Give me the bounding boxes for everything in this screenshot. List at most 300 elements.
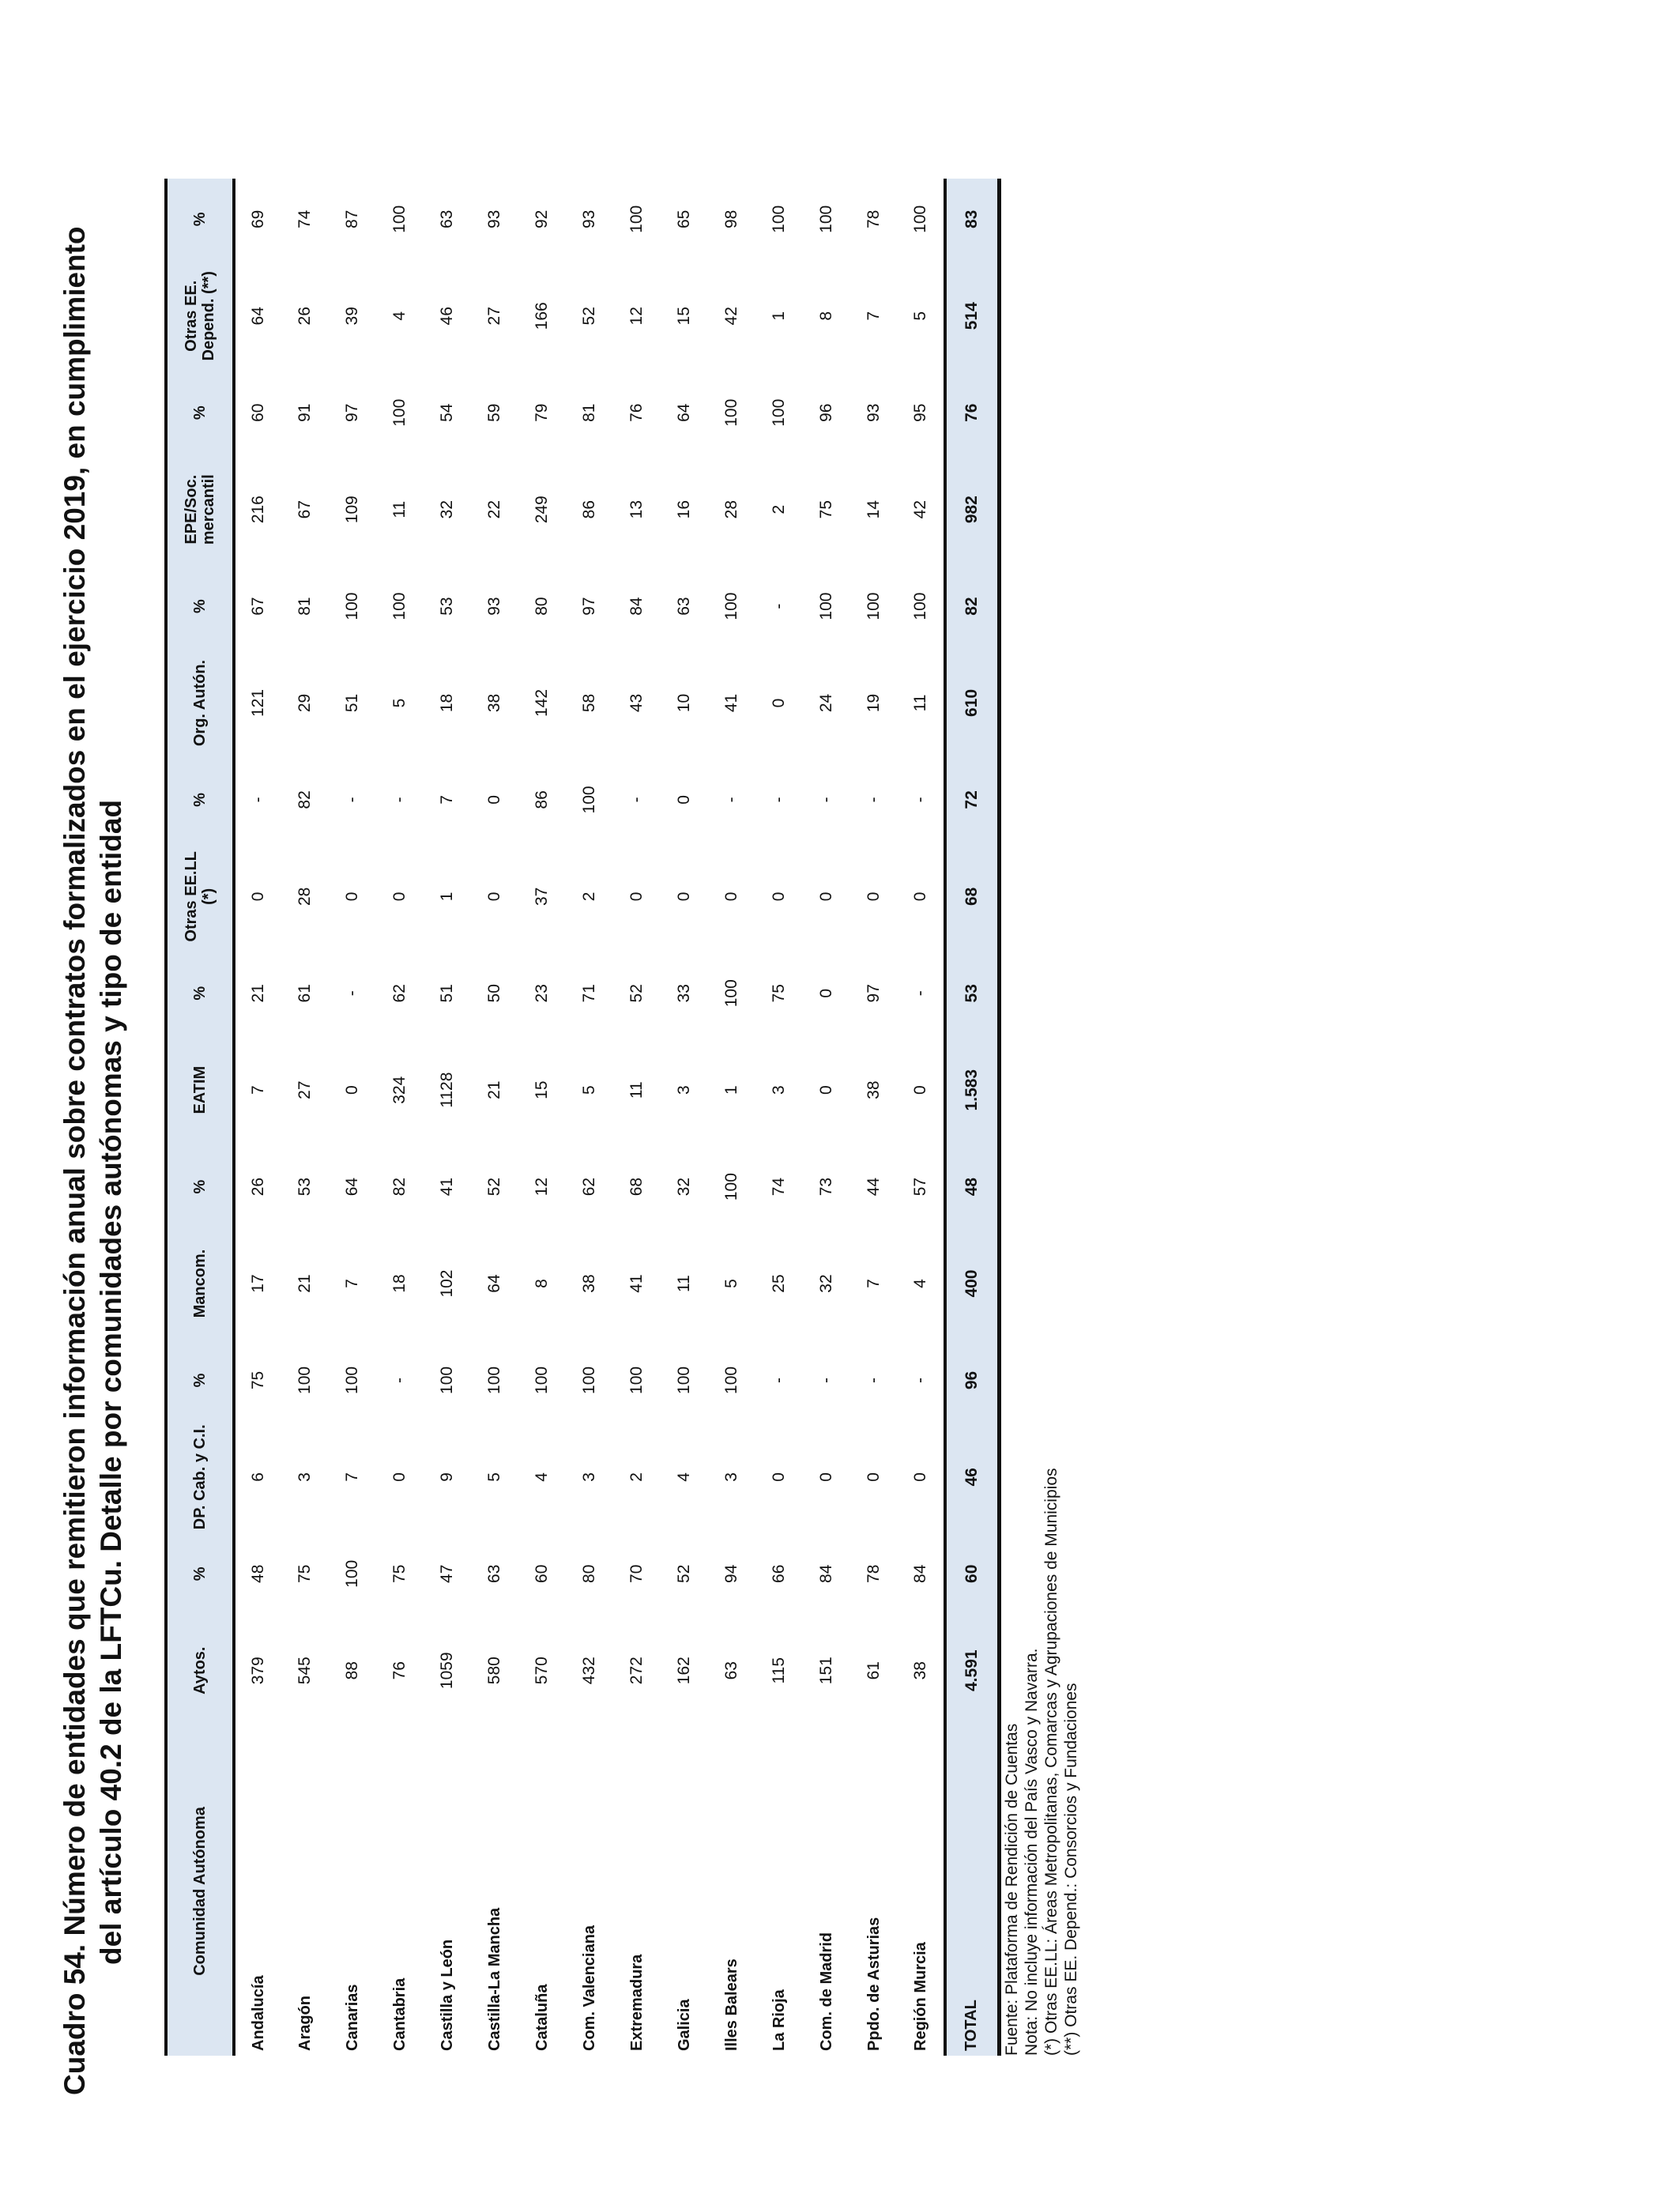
table-row (234, 179, 281, 2056)
table-cell: 1 (438, 892, 456, 902)
table-cell: 15 (675, 307, 693, 326)
total-row (945, 179, 999, 2056)
row-label: Andalucía (249, 1975, 267, 2051)
table-cell: 84 (627, 597, 646, 616)
table-cell: 100 (438, 1366, 456, 1394)
total-cell: 53 (945, 953, 999, 1035)
table-cell: 38 (580, 1274, 598, 1293)
table-cell: 0 (627, 892, 646, 902)
table-cell: 29 (296, 693, 314, 713)
table-row (803, 179, 850, 2056)
table-cell: 100 (675, 1366, 693, 1394)
table-cell: 52 (675, 1564, 693, 1583)
table-cell: - (343, 990, 361, 997)
row-label: Región Murcia (911, 1942, 929, 2051)
table-cell: 3 (675, 1085, 693, 1095)
table-cell: 41 (722, 693, 740, 713)
table-cell: 11 (627, 1081, 646, 1099)
table-cell: 0 (817, 988, 835, 998)
table-cell: 2 (627, 1472, 646, 1482)
table-row (661, 179, 708, 2056)
table-cell: 93 (485, 597, 503, 616)
total-cell: 48 (945, 1146, 999, 1227)
table-cell: 0 (911, 1472, 929, 1482)
total-cell: 83 (945, 179, 999, 260)
table-cell: 100 (533, 1366, 551, 1394)
column-header: % (166, 1533, 234, 1615)
table-cell: 100 (911, 205, 929, 233)
table-cell: 7 (438, 795, 456, 805)
table-cell: 580 (485, 1657, 503, 1685)
table-cell: - (627, 797, 646, 803)
table-title (57, 227, 130, 2096)
total-cell: 400 (945, 1227, 999, 1340)
table-cell: 94 (722, 1564, 740, 1583)
table-cell: 69 (249, 209, 267, 228)
total-cell: 82 (945, 566, 999, 647)
table-cell: 41 (627, 1274, 646, 1293)
table-cell: 66 (770, 1564, 788, 1583)
table-cell: 100 (390, 592, 409, 620)
table-cell: - (249, 797, 267, 803)
table-cell: - (864, 1377, 883, 1383)
table-footer (945, 179, 999, 2056)
table-cell: 1 (722, 1085, 740, 1095)
table-cell: 2 (580, 892, 598, 902)
table-cell: 84 (911, 1564, 929, 1583)
table-cell: 100 (722, 1173, 740, 1201)
table-cell: 115 (770, 1657, 788, 1684)
table-cell: 80 (580, 1564, 598, 1583)
table-cell: 0 (770, 698, 788, 708)
table-cell: - (390, 797, 409, 803)
table-cell: 74 (770, 1177, 788, 1197)
table-cell: 0 (817, 892, 835, 902)
table-cell: 249 (533, 496, 551, 524)
note-source: Fuente: Plataforma de Rendición de Cuentas (1003, 1723, 1021, 2056)
table-cell: 52 (580, 307, 598, 326)
table-cell: 570 (533, 1657, 551, 1685)
row-label: Extremadura (627, 1954, 646, 2051)
column-header: EPE/Soc. mercantil (166, 453, 234, 565)
table-cell: 545 (296, 1657, 314, 1685)
table-cell: 4 (675, 1472, 693, 1482)
table-cell: 60 (533, 1564, 551, 1583)
column-header: Org. Autón. (166, 647, 234, 759)
column-header: Mancom. (166, 1227, 234, 1340)
table-cell: 3 (296, 1472, 314, 1482)
total-cell: 76 (945, 372, 999, 454)
table-cell: 98 (722, 209, 740, 228)
table-notes (1002, 1468, 1081, 2056)
table-cell: 100 (722, 1366, 740, 1394)
table-cell: 27 (296, 1080, 314, 1099)
table-cell: 93 (580, 209, 598, 228)
table-cell: 47 (438, 1564, 456, 1583)
table-cell: 74 (296, 209, 314, 228)
table-cell: 15 (533, 1080, 551, 1099)
table-cell: 109 (343, 496, 361, 524)
column-header: % (166, 179, 234, 260)
title-line-1: Cuadro 54. Número de entidades que remitieron información anual sobre contratos formalizados en el ejercicio 2019, en cumplimiento (58, 226, 91, 2095)
entities-table-container (164, 179, 1001, 2056)
table-cell: 100 (911, 592, 929, 620)
table-cell: 0 (770, 892, 788, 902)
table-cell: 166 (533, 302, 551, 330)
note-otras-ee-depend: (**) Otras EE. Depend.: Consorcios y Fundaciones (1062, 1683, 1080, 2056)
table-cell: 16 (675, 499, 693, 519)
table-cell: 65 (675, 209, 693, 228)
table-cell: 0 (864, 892, 883, 902)
table-cell: 61 (864, 1661, 883, 1680)
table-cell: 11 (390, 500, 409, 518)
table-cell: 19 (864, 693, 883, 713)
table-cell: 93 (864, 403, 883, 422)
column-header: DP. Cab. y C.I. (166, 1421, 234, 1533)
table-cell: 5 (722, 1279, 740, 1288)
table-cell: 121 (249, 688, 267, 718)
table-cell: 63 (675, 597, 693, 616)
table-cell: 71 (580, 984, 598, 1003)
table-row (708, 179, 755, 2056)
row-label: La Rioja (770, 1989, 788, 2051)
table-cell: 78 (864, 209, 883, 228)
table-cell: 86 (580, 499, 598, 519)
table-cell: 162 (675, 1657, 693, 1685)
table-cell: 60 (249, 403, 267, 422)
table-cell: 96 (817, 403, 835, 422)
table-cell: 100 (343, 1366, 361, 1394)
table-cell: 100 (485, 1366, 503, 1394)
table-cell: 12 (533, 1177, 551, 1197)
table-cell: 5 (390, 698, 409, 708)
table-cell: 100 (627, 1366, 646, 1394)
table-cell: 33 (675, 984, 693, 1003)
table-cell: 0 (770, 1472, 788, 1482)
table-cell: 0 (343, 892, 361, 902)
table-cell: 32 (675, 1177, 693, 1197)
table-cell: 432 (580, 1657, 598, 1685)
table-cell: 18 (390, 1274, 409, 1293)
table-cell: 75 (296, 1564, 314, 1583)
table-cell: 63 (485, 1564, 503, 1583)
table-cell: 0 (817, 1472, 835, 1482)
row-label: Castilla y León (438, 1939, 456, 2051)
table-cell: 97 (580, 597, 598, 616)
table-cell: - (817, 1377, 835, 1383)
table-cell: 41 (438, 1177, 456, 1197)
table-row (471, 179, 518, 2056)
table-cell: 0 (864, 1472, 883, 1482)
table-cell: 75 (817, 499, 835, 519)
table-cell: 91 (296, 403, 314, 422)
table-cell: 76 (390, 1661, 409, 1680)
table-cell: 18 (438, 693, 456, 713)
table-cell: 76 (627, 403, 646, 422)
table-cell: 86 (533, 790, 551, 809)
table-cell: 100 (817, 205, 835, 233)
table-cell: 0 (675, 892, 693, 902)
table-cell: 25 (770, 1274, 788, 1293)
note-exclusion: Nota: No incluye información del País Vasco y Navarra. (1023, 1648, 1041, 2056)
table-cell: 97 (864, 984, 883, 1003)
table-cell: 26 (296, 307, 314, 326)
table-cell: 92 (533, 209, 551, 228)
table-cell: 0 (911, 1085, 929, 1095)
table-cell: 6 (249, 1472, 267, 1482)
table-cell: - (390, 1377, 409, 1383)
table-cell: 63 (722, 1661, 740, 1680)
table-cell: 13 (627, 499, 646, 519)
table-cell: 81 (296, 597, 314, 616)
table-cell: 70 (627, 1564, 646, 1583)
column-header: % (166, 760, 234, 841)
table-cell: 0 (722, 892, 740, 902)
table-cell: 79 (533, 403, 551, 422)
total-cell: 610 (945, 647, 999, 759)
table-cell: 28 (296, 887, 314, 907)
table-cell: 67 (249, 597, 267, 616)
table-cell: - (911, 797, 929, 803)
table-row (898, 179, 945, 2056)
table-cell: 62 (580, 1177, 598, 1197)
table-cell: 61 (296, 984, 314, 1003)
row-label: Castilla-La Mancha (485, 1907, 503, 2051)
table-cell: 100 (580, 786, 598, 814)
table-cell: 78 (864, 1564, 883, 1583)
table-cell: - (817, 797, 835, 803)
row-label: Cataluña (533, 1984, 551, 2051)
table-cell: 4 (911, 1279, 929, 1288)
table-row (850, 179, 898, 2056)
table-cell: 7 (864, 311, 883, 321)
table-cell: 7 (249, 1085, 267, 1095)
table-cell: 32 (817, 1274, 835, 1293)
table-cell: 54 (438, 403, 456, 422)
table-cell: 100 (343, 592, 361, 620)
table-cell: - (722, 797, 740, 803)
table-cell: - (864, 797, 883, 803)
table-cell: 95 (911, 403, 929, 422)
column-header: % (166, 566, 234, 647)
row-label: Aragón (296, 1996, 314, 2051)
table-cell: 324 (390, 1076, 409, 1104)
table-cell: 68 (627, 1177, 646, 1197)
table-cell: 12 (627, 307, 646, 326)
header-row (166, 179, 234, 2056)
table-cell: 100 (770, 205, 788, 233)
row-label: Canarias (343, 1984, 361, 2051)
table-cell: 11 (911, 694, 929, 712)
table-cell: 82 (296, 790, 314, 809)
table-cell: 100 (390, 398, 409, 427)
table-row (518, 179, 566, 2056)
table-cell: 100 (296, 1366, 314, 1394)
table-cell: - (343, 797, 361, 803)
table-cell: 2 (770, 504, 788, 515)
table-cell: 14 (864, 499, 883, 519)
total-cell: 72 (945, 760, 999, 841)
table-cell: 17 (249, 1274, 267, 1293)
table-cell: 0 (485, 795, 503, 805)
table-cell: 64 (343, 1177, 361, 1197)
table-cell: - (770, 797, 788, 803)
table-cell: 9 (438, 1472, 456, 1482)
table-cell: 8 (817, 311, 835, 321)
table-cell: 64 (485, 1274, 503, 1293)
table-cell: 88 (343, 1661, 361, 1680)
table-cell: - (770, 1377, 788, 1383)
column-header: % (166, 372, 234, 454)
table-cell: 22 (485, 499, 503, 519)
entities-table (164, 179, 1001, 2056)
note-otras-eell: (*) Otras EE.LL: Áreas Metropolitanas, Comarcas y Agrupaciones de Municipios (1042, 1468, 1060, 2056)
table-cell: 38 (911, 1661, 929, 1680)
column-header: Otras EE. Depend. (**) (166, 260, 234, 372)
table-cell: 100 (580, 1366, 598, 1394)
table-cell: 5 (911, 311, 929, 321)
row-label: Cantabria (390, 1977, 409, 2051)
total-cell: 96 (945, 1340, 999, 1421)
table-row (281, 179, 329, 2056)
table-cell: 73 (817, 1177, 835, 1197)
table-cell: 8 (533, 1279, 551, 1288)
table-cell: 82 (390, 1177, 409, 1197)
table-cell: 32 (438, 499, 456, 519)
table-cell: 272 (627, 1657, 646, 1685)
table-cell: 100 (722, 592, 740, 620)
table-cell: 216 (249, 496, 267, 524)
table-cell: 1 (770, 311, 788, 321)
table-cell: 10 (675, 693, 693, 713)
table-cell: 100 (722, 979, 740, 1008)
table-cell: 0 (390, 892, 409, 902)
table-row (755, 179, 803, 2056)
table-cell: 46 (438, 307, 456, 326)
table-cell: 62 (390, 984, 409, 1003)
table-cell: 100 (627, 205, 646, 233)
table-cell: 7 (343, 1279, 361, 1288)
table-cell: 102 (438, 1269, 456, 1298)
total-cell: 514 (945, 260, 999, 372)
table-cell: 100 (722, 398, 740, 427)
table-cell: 100 (390, 205, 409, 233)
title-line-2: del artículo 40.2 de la LFTCu. Detalle por comunidades autónomas y tipo de entidad (95, 799, 127, 1965)
column-header: Aytos. (166, 1615, 234, 1727)
table-cell: 52 (627, 984, 646, 1003)
table-cell: 100 (343, 1559, 361, 1588)
row-label: Com. Valenciana (580, 1925, 598, 2051)
table-cell: 93 (485, 209, 503, 228)
table-cell: 151 (817, 1657, 835, 1685)
table-cell: 0 (249, 892, 267, 902)
table-cell: 7 (343, 1472, 361, 1482)
table-cell: 87 (343, 209, 361, 228)
table-cell: 23 (533, 984, 551, 1003)
table-cell: 50 (485, 984, 503, 1003)
column-header: Otras EE.LL (*) (166, 840, 234, 952)
table-cell: 26 (249, 1177, 267, 1197)
table-cell: 21 (249, 984, 267, 1003)
table-cell: 0 (675, 795, 693, 805)
total-cell: 982 (945, 453, 999, 565)
table-cell: 4 (390, 311, 409, 321)
table-cell: 21 (296, 1274, 314, 1293)
table-row (566, 179, 613, 2056)
table-cell: 0 (390, 1472, 409, 1482)
row-label: Galicia (675, 1999, 693, 2051)
table-cell: 38 (864, 1080, 883, 1099)
table-cell: 1059 (438, 1652, 456, 1690)
total-cell: 46 (945, 1421, 999, 1533)
table-cell: 75 (770, 984, 788, 1003)
table-cell: 100 (817, 592, 835, 620)
table-cell: 11 (675, 1275, 693, 1292)
table-cell: 64 (249, 307, 267, 326)
table-cell: 3 (580, 1472, 598, 1482)
table-cell: 28 (722, 499, 740, 519)
table-cell: 100 (770, 398, 788, 427)
table-cell: 44 (864, 1177, 883, 1197)
table-cell: 81 (580, 403, 598, 422)
table-cell: 1128 (438, 1072, 456, 1108)
table-cell: 53 (438, 597, 456, 616)
table-cell: 59 (485, 403, 503, 422)
column-header: % (166, 1146, 234, 1227)
total-cell: 60 (945, 1533, 999, 1615)
table-cell: 75 (249, 1370, 267, 1390)
table-cell: 39 (343, 307, 361, 326)
table-cell: 67 (296, 499, 314, 519)
table-cell: 7 (864, 1279, 883, 1288)
table-cell: 0 (343, 1085, 361, 1095)
column-header: EATIM (166, 1034, 234, 1146)
column-header: % (166, 953, 234, 1035)
table-cell: - (911, 990, 929, 997)
table-cell: 42 (911, 499, 929, 519)
header-comunidad: Comunidad Autónoma (166, 1727, 234, 2056)
table-cell: 48 (249, 1564, 267, 1583)
table-cell: 51 (343, 693, 361, 713)
row-label: Com. de Madrid (817, 1932, 835, 2051)
table-cell: 5 (485, 1472, 503, 1482)
table-body (234, 179, 945, 2056)
table-cell: 80 (533, 597, 551, 616)
table-row (424, 179, 471, 2056)
table-cell: 27 (485, 307, 503, 326)
total-cell: 1.583 (945, 1034, 999, 1146)
table-cell: 142 (533, 688, 551, 718)
table-cell: 0 (485, 892, 503, 902)
table-cell: 53 (296, 1177, 314, 1197)
table-cell: 379 (249, 1657, 267, 1685)
table-cell: 100 (864, 592, 883, 620)
table-cell: 24 (817, 693, 835, 713)
table-cell: 3 (722, 1472, 740, 1482)
column-header: % (166, 1340, 234, 1421)
table-cell: 58 (580, 693, 598, 713)
table-cell: 75 (390, 1564, 409, 1583)
table-cell: 38 (485, 693, 503, 713)
table-cell: 57 (911, 1177, 929, 1197)
table-cell: 84 (817, 1564, 835, 1583)
table-cell: - (911, 1377, 929, 1383)
table-cell: 64 (675, 403, 693, 422)
table-header (166, 179, 234, 2056)
table-cell: 5 (580, 1085, 598, 1095)
table-cell: 42 (722, 307, 740, 326)
table-cell: 21 (485, 1080, 503, 1099)
